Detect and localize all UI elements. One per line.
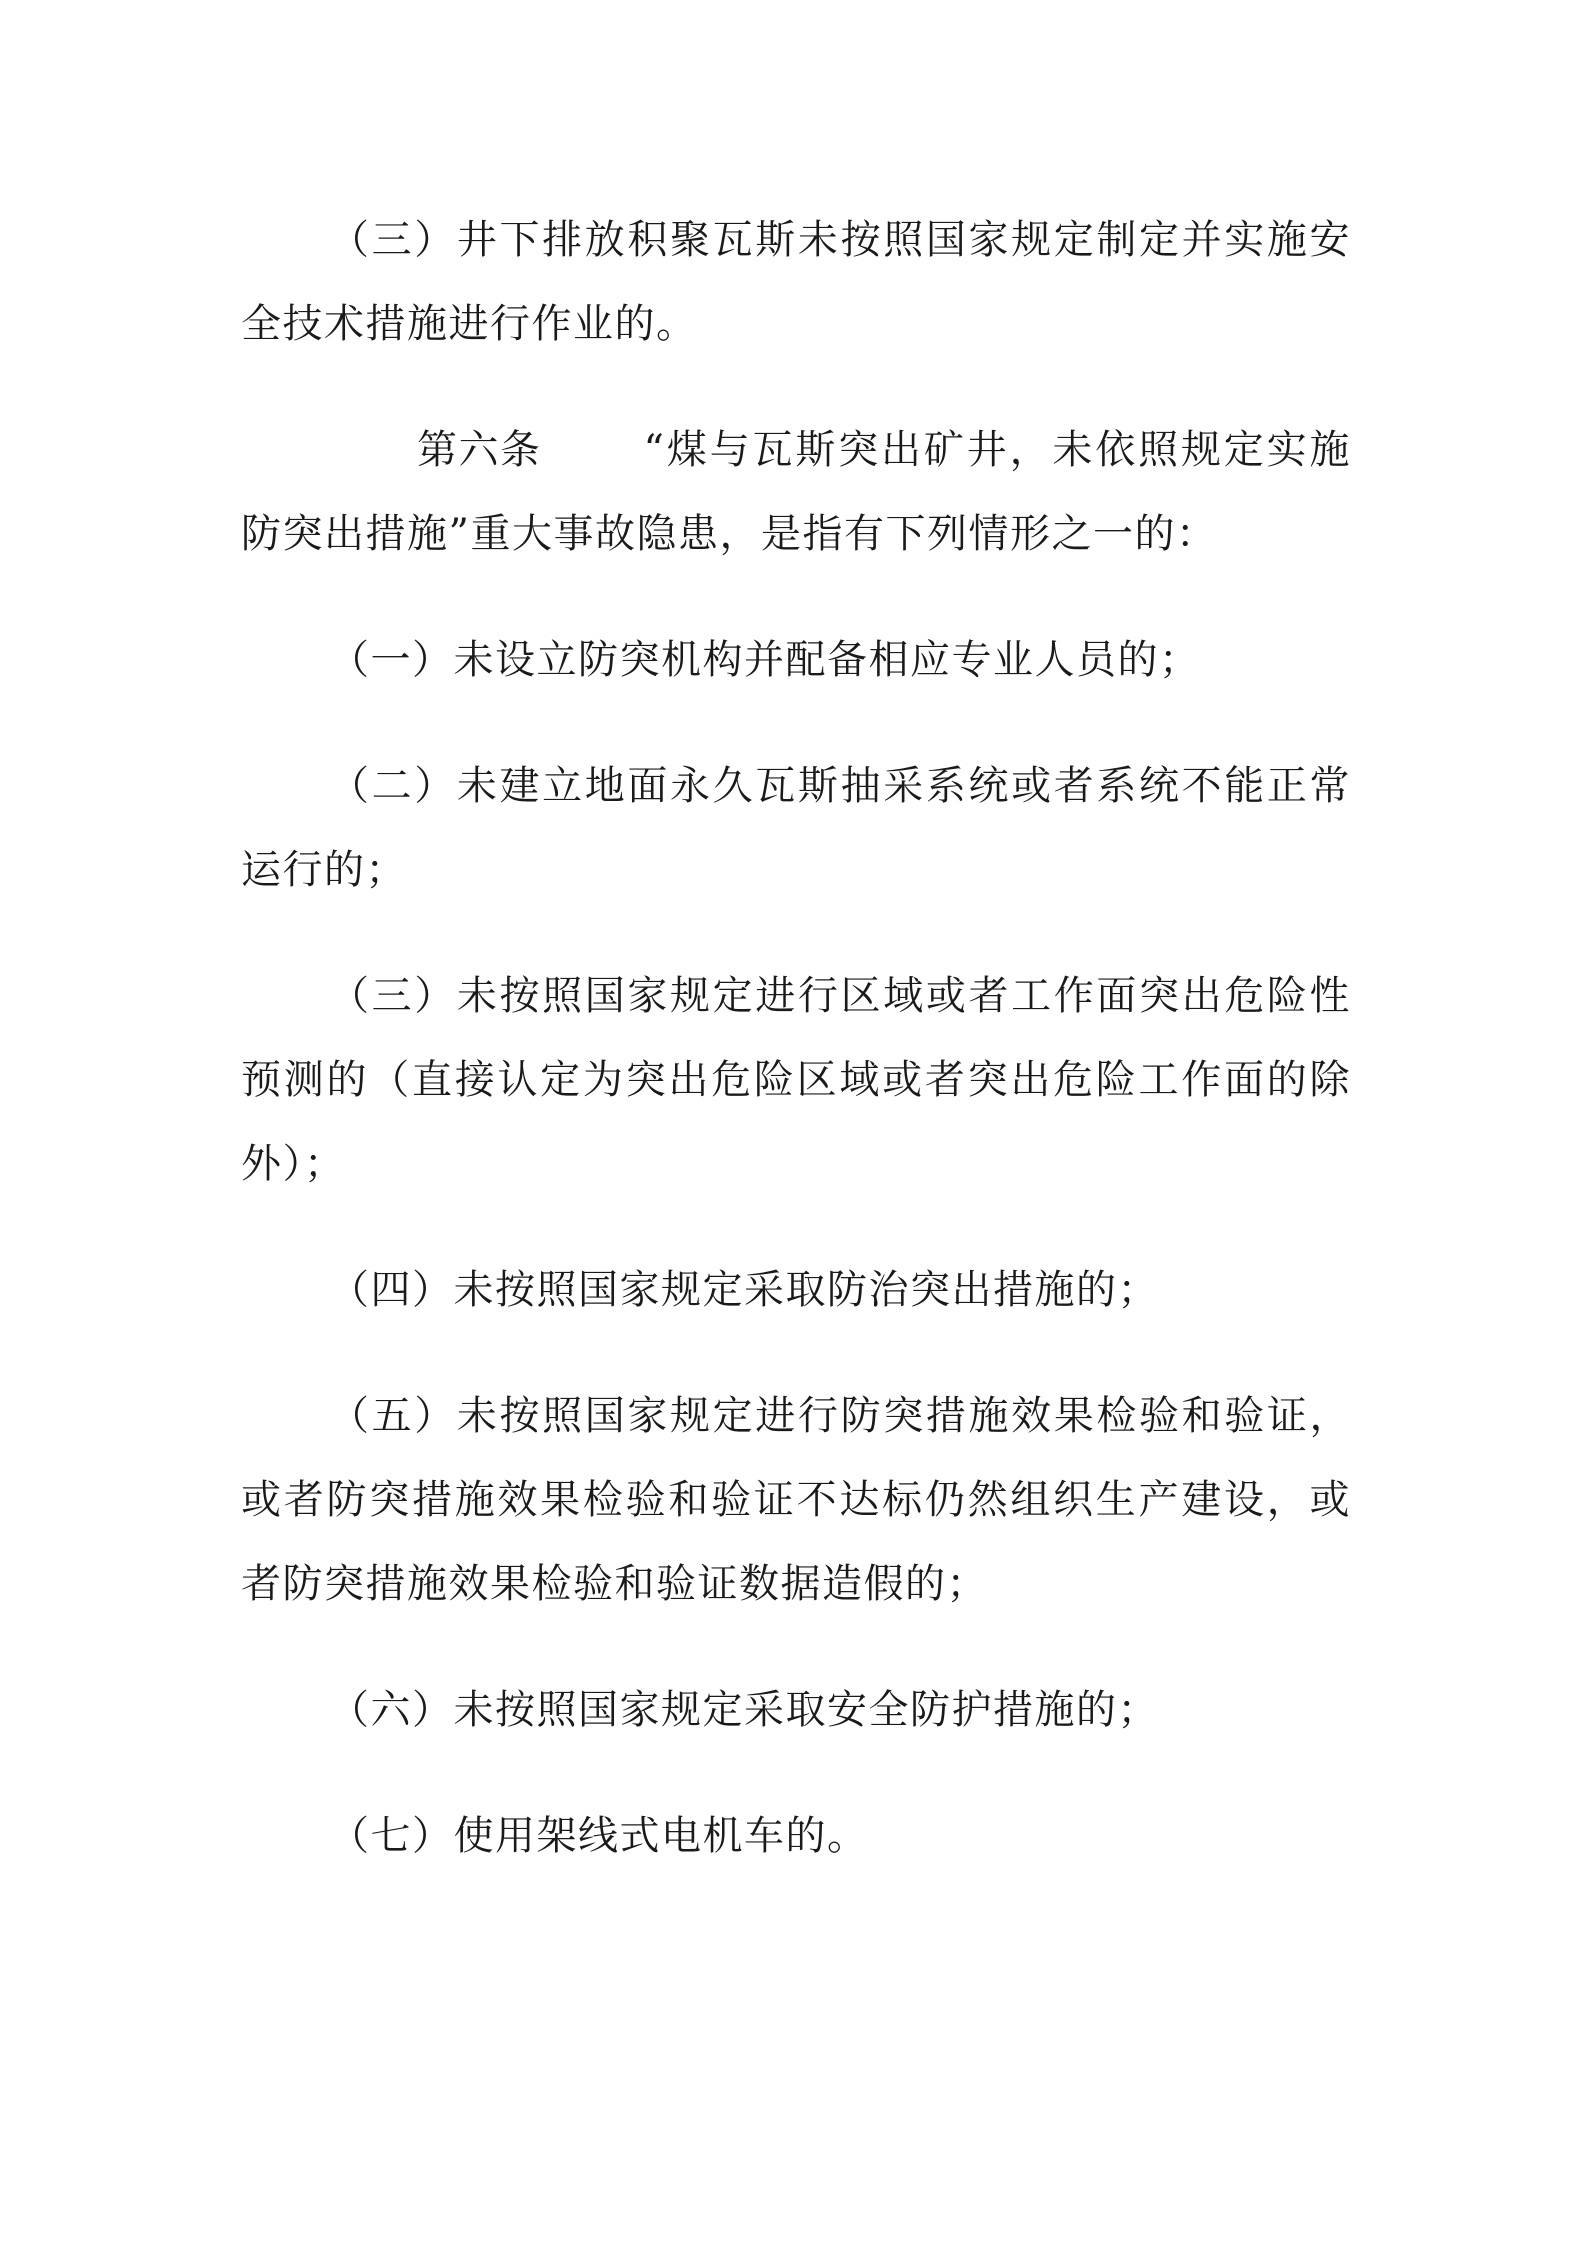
paragraph-item-2 [241, 744, 1351, 912]
paragraph-text: （五）未按照国家规定进行防突措施效果检验和验证，或者防突措施效果检验和验证不达标仍然组织生产建设，或者防突措施效果检验和验证数据造假的； [241, 1393, 1351, 1607]
paragraph-item-3-gas-discharge [241, 198, 1351, 366]
paragraph-text: （一）未设立防突机构并配备相应专业人员的； [329, 637, 1201, 683]
paragraph-text: （三）未按照国家规定进行区域或者工作面突出危险性预测的（直接认定为突出危险区域或者突出危险工作面的除外）； [241, 973, 1351, 1187]
article-number: 第六条 [417, 427, 542, 473]
paragraph-item-3 [241, 954, 1351, 1206]
paragraph-text: （三）井下排放积聚瓦斯未按照国家规定制定并实施安全技术措施进行作业的。 [241, 217, 1351, 347]
paragraph-text: （六）未按照国家规定采取安全防护措施的； [329, 1687, 1159, 1733]
paragraph-text: （二）未建立地面永久瓦斯抽采系统或者系统不能正常运行的； [241, 763, 1351, 893]
article-6-paragraph [241, 408, 1351, 576]
paragraph-text: （七）使用架线式电机车的。 [329, 1813, 869, 1859]
document-body [241, 198, 1351, 1920]
paragraph-text: “煤与瓦斯突出矿井，未依照规定实施防突出措施”重大事故隐患，是指有下列情形之一的： [241, 427, 1351, 557]
paragraph-text: （四）未按照国家规定采取防治突出措施的； [329, 1267, 1159, 1313]
paragraph-item-5 [241, 1374, 1351, 1626]
paragraph-item-7 [241, 1794, 1351, 1878]
paragraph-item-6 [241, 1668, 1351, 1752]
paragraph-item-4 [241, 1248, 1351, 1332]
paragraph-item-1 [241, 618, 1351, 702]
